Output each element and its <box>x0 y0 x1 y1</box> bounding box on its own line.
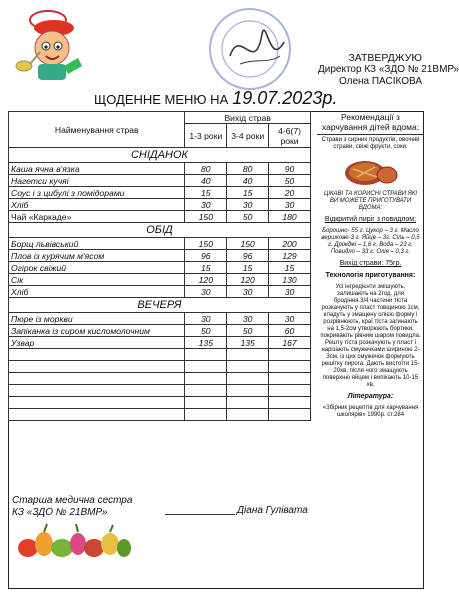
portion: 30 <box>185 286 227 298</box>
portion: 30 <box>227 199 269 211</box>
nurse-title: Старша медична сестра <box>12 495 133 506</box>
portion: 96 <box>185 250 227 262</box>
table-row <box>9 250 311 262</box>
portion: 90 <box>269 163 311 175</box>
portion: 96 <box>227 250 269 262</box>
recipe-ingredients: Борошно- 55 г. Цукор – 3 г. Масло вершкове-3 г. Яйце – 3г. Сіль – 0,5 г. Дріжджі – 1,6 г. Вода – 23 г. Повидло – 33 г. Олія – 0,3 г. <box>321 228 420 255</box>
section-breakfast: СНІДАНОК <box>9 148 311 163</box>
portion: 20 <box>269 187 311 199</box>
table-row <box>9 187 311 199</box>
menu-label: ЩОДЕННЕ МЕНЮ НА <box>94 92 229 107</box>
portion: 135 <box>185 337 227 349</box>
portion: 15 <box>269 262 311 274</box>
portion: 200 <box>269 238 311 250</box>
col-output-header: Вихід страв <box>185 112 311 124</box>
table-row-empty <box>9 361 311 373</box>
portion: 15 <box>227 187 269 199</box>
portion: 50 <box>227 325 269 337</box>
recommendations-column <box>317 111 424 589</box>
portion: 80 <box>227 163 269 175</box>
vegetables-illustration <box>14 520 132 562</box>
col-dish-header: Найменування страв <box>9 112 185 148</box>
portion: 120 <box>227 274 269 286</box>
table-row <box>9 286 311 298</box>
pie-image <box>343 155 399 187</box>
table-row <box>9 325 311 337</box>
portion: 30 <box>185 199 227 211</box>
dish-name: Хліб <box>9 286 185 298</box>
dish-name: Соус і з цибулі з помідорами <box>9 187 185 199</box>
age-header: 4-6(7) роки <box>269 124 311 148</box>
dish-name: Пюре із моркви <box>9 313 185 325</box>
official-stamp <box>200 6 298 92</box>
portion: 150 <box>185 211 227 223</box>
dish-name: Огірок свіжий <box>9 262 185 274</box>
tech-title: Технологія приготування: <box>325 272 416 279</box>
literature-text: «Збірник рецептів для харчування школярів» 1990р. ст.284 <box>322 405 419 418</box>
table-row <box>9 313 311 325</box>
portion: 30 <box>227 313 269 325</box>
dish-name: Узвар <box>9 337 185 349</box>
recipe-yield: Вихід страви: 75гр. <box>339 260 402 267</box>
table-row <box>9 238 311 250</box>
portion: 50 <box>269 175 311 187</box>
tech-text: Усі інгредієнти змішують, залишають на 2год. для бродіння.3/4 частини тіста розкачують у пласт товщиною 1см, кладуть у змащену олією форму і розрівнюють, краї тіста загинають на 1,5-2см утворюють бортики, покривають рівним шаром повидла. Решту тіста розкачують у пласт і нарізають смужечками шириною 2-3см, із цих смужечок формують решітку пирога. Дають вистоїти 15-20хв, після чого змащують поверхню яйцем і випікають 10-15 хв. <box>320 284 421 388</box>
dish-name: Чай «Каркаде» <box>9 211 185 223</box>
table-row-empty <box>9 397 311 409</box>
portion: 150 <box>227 238 269 250</box>
portion: 30 <box>269 199 311 211</box>
portion: 40 <box>185 175 227 187</box>
table-row <box>9 211 311 223</box>
dish-name: Хліб <box>9 199 185 211</box>
portion: 30 <box>185 313 227 325</box>
dish-name: Плов із курячим м'ясом <box>9 250 185 262</box>
chef-illustration <box>4 6 86 88</box>
portion: 30 <box>269 286 311 298</box>
signature-line <box>165 514 235 515</box>
menu-title <box>94 88 337 109</box>
dish-name: Сік <box>9 274 185 286</box>
table-row <box>9 163 311 175</box>
approve-role: Директор КЗ «ЗДО № 21ВМР» <box>318 64 459 75</box>
portion: 50 <box>227 211 269 223</box>
portion: 15 <box>185 187 227 199</box>
literature-title: Література: <box>347 393 394 400</box>
section-lunch: ОБІД <box>9 223 311 238</box>
menu-table <box>8 111 311 421</box>
table-row-empty <box>9 409 311 421</box>
pie-caption: ЦІКАВІ ТА КОРИСНІ СТРАВИ ЯКІ ВИ МОЖЕТЕ ПРИГОТУВАТИ ВДОМА: <box>323 191 418 211</box>
section-dinner: ВЕЧЕРЯ <box>9 298 311 313</box>
signer-name: Діана Гулівата <box>237 505 308 516</box>
approve-name: Олена ПАСІКОВА <box>338 76 422 87</box>
portion: 130 <box>269 274 311 286</box>
portion: 167 <box>269 337 311 349</box>
approval-block <box>318 52 459 88</box>
portion: 180 <box>269 211 311 223</box>
dish-name: Борщ львівський <box>9 238 185 250</box>
portion: 60 <box>269 325 311 337</box>
dish-name: Запіканка із сиром кисломолочним <box>9 325 185 337</box>
table-row <box>9 262 311 274</box>
table-row <box>9 337 311 349</box>
approve-title: ЗАТВЕРДЖУЮ <box>348 52 422 64</box>
portion: 129 <box>269 250 311 262</box>
portion: 150 <box>185 238 227 250</box>
nurse-org: КЗ «ЗДО № 21ВМР» <box>12 507 108 518</box>
menu-date: 19.07.2023р. <box>232 88 338 108</box>
dish-name: Нагетси кучяі <box>9 175 185 187</box>
portion: 15 <box>185 262 227 274</box>
portion: 30 <box>269 313 311 325</box>
portion: 80 <box>185 163 227 175</box>
portion: 50 <box>185 325 227 337</box>
portion: 30 <box>227 286 269 298</box>
recommendations-header: Рекомендації з харчування дітей вдома: <box>317 111 424 135</box>
age-header: 3-4 роки <box>227 124 269 148</box>
portion: 120 <box>185 274 227 286</box>
dish-name: Каша ячна в'язка <box>9 163 185 175</box>
table-row <box>9 199 311 211</box>
recipe-title: Відкритий пиріг з повидлом: <box>324 216 417 223</box>
table-row-empty <box>9 373 311 385</box>
age-header: 1-3 роки <box>185 124 227 148</box>
table-row <box>9 274 311 286</box>
table-row <box>9 175 311 187</box>
recommendations-text: Страви з сирних продуктів, овочеві страви, свіжі фрукти, соки. <box>321 137 420 150</box>
portion: 15 <box>227 262 269 274</box>
table-row-empty <box>9 385 311 397</box>
portion: 135 <box>227 337 269 349</box>
portion: 40 <box>227 175 269 187</box>
table-row-empty <box>9 349 311 361</box>
